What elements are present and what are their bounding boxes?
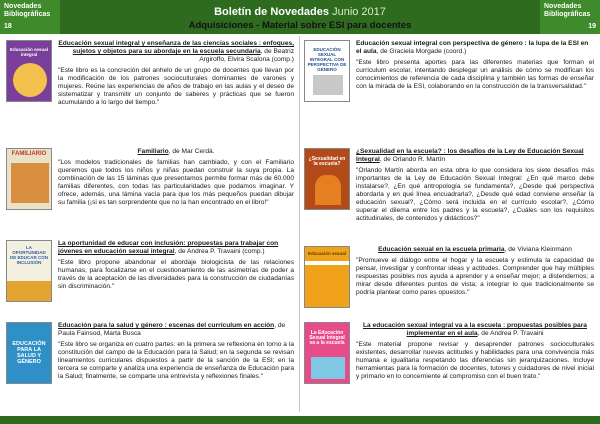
cover-text: La Educación Sexual Integral va a la escuela: [309, 330, 345, 346]
book-entry: [304, 246, 594, 308]
book-title[interactable]: Educación sexual en la escuela primaria: [378, 246, 505, 253]
footer-bar: [0, 416, 600, 424]
bulletin-date: Junio 2017: [332, 6, 386, 18]
entry-body: [356, 40, 594, 102]
entry-body: [58, 148, 294, 210]
entry-body: [58, 40, 294, 107]
book-summary: "Este libro propone abandonar el abordaje biologicista de las relaciones humanas, para focalizarse en el cuestionamiento de las asimetrías de poder a través de la aceptación de las diversidades para la construcción de ciudadanías sin discriminación.": [58, 259, 294, 290]
cover-text: FAMILIARIO: [11, 151, 47, 157]
book-cover: [304, 40, 350, 102]
book-cover: [6, 322, 52, 384]
book-title[interactable]: Educación sexual integral con perspectiva de género : la lupa de la ESI en el aula: [356, 40, 589, 55]
book-cover: [304, 246, 350, 308]
book-author: , de Paula Fainsod, Marta Busca: [58, 322, 286, 337]
book-title[interactable]: Educación para la salud y género : escenas del currículum en acción: [58, 322, 275, 329]
right-page-number: 19: [588, 23, 596, 30]
entry-body: [356, 148, 594, 223]
cover-text: Educación sexual integral: [9, 47, 48, 57]
book-summary: "Este libro es la concreción del anhelo de un grupo de docentes que llevan por la modificación de los patrones socioculturales dominantes de varones y mujeres. Reúne las experiencias de años de trabajo en las aulas y el deseo de sistematizar y transmitir un conjunto de saberes y prácticas que se fueron acumulando a lo largo del tiempo.": [58, 67, 294, 106]
tab-label-right: Novedades Bibliográficas: [544, 3, 591, 18]
tab-label-left: Novedades Bibliográficas: [4, 3, 51, 18]
book-entry: [304, 322, 594, 384]
bulletin-title-text: Boletín de Novedades: [214, 6, 330, 18]
book-entry: [304, 40, 594, 102]
book-cover: [304, 148, 350, 210]
book-title[interactable]: Familiario: [137, 148, 169, 155]
book-summary: "Promueve el diálogo entre el hogar y la escuela y estimula la capacidad de pensar, investigar y confrontar ideas y actitudes. Comprender que hay múltiples respuestas posibles nos ayuda a aprender y a enseñar mejor; a distendernos; a mirar desde diferentes puntos de vista; a integrar lo que tradicionalmente se podría plantear como pares opuestos.": [356, 257, 594, 296]
book-entry: [6, 40, 294, 107]
book-title[interactable]: Educación sexual integral y enseñanza de las ciencias sociales : enfoques, sujetos y objetos para su abordaje en la escuela secundaria: [58, 40, 294, 55]
book-summary: "Los modelos tradicionales de familias han cambiado, y con el Familiario queremos que todos los niños y niñas puedan construir la suya propia. La combinación de las 15 láminas que presentamos permite formar más de 60.000 familias diferentes, con todas las particularidades que podamos imaginar. Y ofrece, además, una lámina vacía para que los más pequeños puedan dibujar su familia (¡si es tan sorprendente que no la han encontrado en el libro!": [58, 159, 294, 206]
book-author: , de Andrea P. Travaini: [477, 330, 544, 337]
book-entry: [6, 240, 294, 302]
book-summary: "Este material propone revisar y desaprender patrones socioculturales existentes, desarrollar nuevas actitudes y habilidades para una convivencia más humana e igualitaria respetando las diferencias sin jerarquizaciones. Incluye herramientas para la formación de docentes, tutores y cuidadores de nivel inicial y primario en lo concerniente al compromiso con el buen trato.": [356, 341, 594, 380]
book-cover: [6, 148, 52, 210]
book-summary: "Orlando Martín aborda en esta obra lo que considera los siete desafíos más importantes de la Ley de Educación Sexual Integral: ¿En qué marco debe instalarse?, ¿En qué antropología se fundamenta?, ¿Desde qué perspectiva abordarla y en qué línea encuadrarla?, ¿Desde qué edad conviene enseñar la educación sexual?, ¿Cómo será incluida en el currículo escolar?, ¿Cómo superar el dilema entre los padres y la escuela?, ¿Cuáles son los requisitos actitudinales, de contenidos y didácticos?": [356, 167, 594, 222]
cover-text: EDUCACIÓN PARA LA SALUD Y GÉNERO: [12, 341, 46, 365]
entry-reference: [58, 148, 294, 156]
book-author: , de Andrea P. Travaini (comp.): [174, 248, 265, 255]
book-entry: [6, 148, 294, 210]
cover-text: EDUCACIÓN SEXUAL INTEGRAL CON PERSPECTIVA DE GÉNERO: [307, 47, 347, 72]
entry-reference: [356, 322, 594, 338]
cover-text: Educación sexual: [307, 251, 346, 256]
book-author: , de Orlando R. Martín: [379, 156, 446, 163]
book-title[interactable]: ¿Sexualidad en la escuela? : los desafíos de la Ley de Educación Sexual Integral: [356, 148, 584, 163]
entry-body: [356, 246, 594, 308]
entry-reference: [356, 148, 594, 164]
book-entry: [6, 322, 294, 384]
book-title[interactable]: La educación sexual integral va a la escuela : propuestas posibles para implementar en el aula: [363, 322, 587, 337]
book-author: , de Beatriz Argiroffo, Elvira Scalona (comp.): [199, 48, 294, 63]
book-summary: "Este libro se organiza en cuatro partes: en la primera se reflexiona en torno a la constitución del campo de la Educación para la Salud; en la segunda se revisan lineamientos curriculares dispuestos a partir de la sanción de la ESI; en la tercera se comparte y analiza una experiencia de enseñanza de Educación para la Salud; finalmente, se comparte una entrevista y reflexiones finales.": [58, 341, 294, 380]
entry-reference: [58, 40, 294, 64]
cover-text: LA OPORTUNIDAD DE EDUCAR CON INCLUSIÓN: [9, 245, 48, 265]
book-author: , de Mar Cerdá.: [168, 148, 215, 155]
bulletin-title: [0, 6, 600, 18]
entry-body: [58, 240, 294, 302]
entry-body: [58, 322, 294, 384]
book-summary: "Este libro presenta aportes para las diferentes materias que forman el curriculum escolar, intentando desplegar un análisis de cómo se modifican los conocimientos de referencia de cada disciplina y también las formas de enseñar con la mirada de la ESI, colaborando en la construcción de la transversalidad.": [356, 59, 594, 90]
book-cover: [6, 40, 52, 102]
book-author: , de Viviana Kleinmann: [504, 246, 572, 253]
entry-reference: [58, 240, 294, 256]
page-divider: [299, 36, 300, 412]
entry-reference: [356, 246, 594, 254]
cover-text: ¿Sexualidad en la escuela?: [308, 156, 346, 167]
book-title[interactable]: La oportunidad de educar con inclusión: propuestas para trabajar con jóvenes en educación sexual integral: [58, 240, 279, 255]
entry-reference: [58, 322, 294, 338]
book-cover: [304, 322, 350, 384]
entry-body: [356, 322, 594, 384]
left-page-number: 18: [4, 23, 12, 30]
book-entry: [304, 148, 594, 223]
entry-reference: [356, 40, 594, 56]
book-cover: [6, 240, 52, 302]
book-author: , de Graciela Morgade (coord.): [376, 48, 467, 55]
section-title: Adquisiciones - Material sobre ESI para docentes: [188, 20, 412, 31]
